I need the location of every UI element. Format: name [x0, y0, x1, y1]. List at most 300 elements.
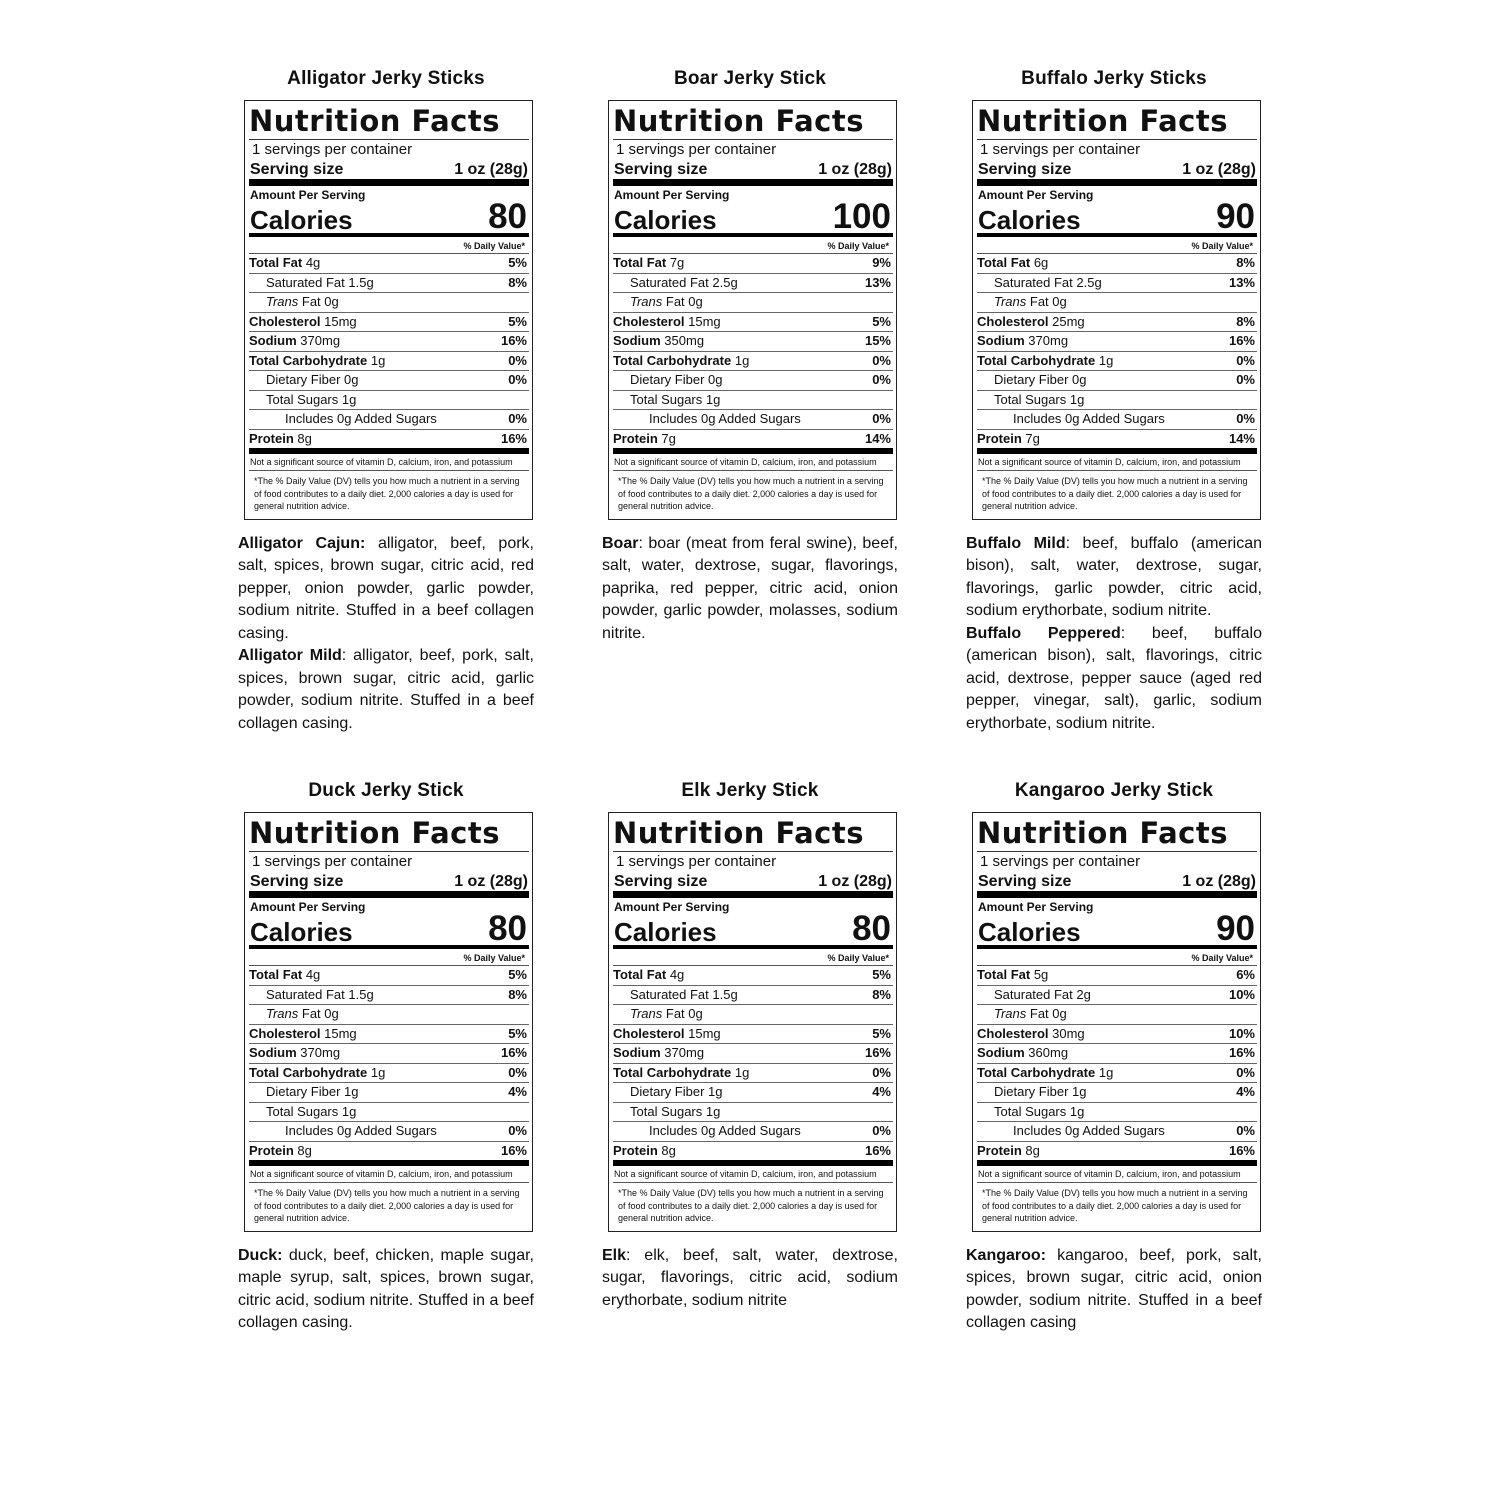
nutrient-amount: 370mg	[1028, 333, 1069, 348]
serving-size-label: Serving size	[250, 873, 344, 890]
total-fat-row	[613, 254, 893, 274]
ingredient-variant-name: Kangaroo:	[966, 1246, 1046, 1264]
nutrient-dv: 5%	[872, 967, 891, 982]
total-sugars-row	[977, 1103, 1257, 1123]
nutrient-name: Dietary Fiber	[994, 372, 1069, 387]
nutrition-label	[244, 100, 533, 520]
nutrient-amount: 1g	[341, 1103, 357, 1119]
nutrient-dv: 5%	[872, 1025, 891, 1041]
ingredient-list: : beef, buffalo (american bison), salt, flavorings, citric acid, dextrose, pepper sauce (aged red pepper, vinegar, salt), garlic, sodium erythorbate, sodium nitrite.	[966, 624, 1262, 732]
nutrient-dv: 16%	[1228, 333, 1255, 348]
protein-row	[249, 1142, 529, 1167]
nutrient-name: Includes 0g Added Sugars	[285, 1123, 437, 1138]
nutrient-amount: 30mg	[1052, 1025, 1085, 1041]
calories-label: Calories	[614, 917, 717, 947]
nutrient-amount: 15mg	[324, 313, 357, 329]
nutrient-name: Total Carbohydrate	[249, 1064, 368, 1080]
nutrient-dv: 5%	[872, 313, 891, 329]
sodium-row	[977, 1044, 1257, 1064]
nutrient-name: Total Carbohydrate	[977, 352, 1096, 368]
sodium-row	[977, 332, 1257, 352]
nutrient-name: Includes 0g Added Sugars	[649, 411, 801, 426]
cholesterol-row	[977, 1025, 1257, 1045]
nutrition-label	[972, 100, 1261, 520]
dietary-fiber-row	[977, 1083, 1257, 1103]
sodium-row	[249, 1044, 529, 1064]
nutrient-dv: 0%	[872, 1123, 891, 1138]
nutrient-amount: 8g	[661, 1142, 676, 1158]
dietary-fiber-row	[613, 371, 893, 391]
nutrient-name: Total Fat	[613, 255, 667, 270]
nutrient-name: Total Sugars	[994, 391, 1067, 407]
nutrient-amount: 1.5g	[712, 986, 738, 1002]
calories-value: 90	[1216, 197, 1255, 236]
amount-per-serving: Amount Per Serving	[614, 900, 730, 914]
nutrient-dv: 16%	[500, 1045, 527, 1060]
nutrient-dv: 0%	[508, 1123, 527, 1138]
ingredient-paragraph	[966, 533, 1262, 623]
nutrient-amount: 25mg	[1052, 313, 1085, 329]
nutrient-name: Dietary Fiber	[630, 372, 705, 387]
nutrient-name: Total Sugars	[994, 1103, 1067, 1119]
trans-label: Trans	[994, 294, 1027, 309]
amount-per-serving: Amount Per Serving	[978, 900, 1094, 914]
dietary-fiber-row	[249, 371, 529, 391]
nutrient-name: Total Fat	[977, 255, 1031, 270]
nutrient-amount: 1g	[1069, 1103, 1085, 1119]
daily-value-header: % Daily Value*	[249, 239, 529, 254]
nutrient-name: Cholesterol	[977, 313, 1049, 329]
calories-row	[249, 197, 529, 237]
trans-amount: Fat 0g	[665, 1006, 703, 1021]
nutrient-dv: 4%	[1236, 1084, 1255, 1099]
nutrient-name: Total Carbohydrate	[977, 1064, 1096, 1080]
nutrient-amount: 1.5g	[348, 986, 374, 1002]
nutrient-name: Sodium	[613, 1045, 661, 1060]
product-panel	[602, 68, 898, 645]
product-title: Elk Jerky Stick	[681, 780, 819, 801]
nutrient-name: Total Fat	[613, 967, 667, 982]
nutrient-amount: 370mg	[664, 1045, 705, 1060]
nutrient-name: Sodium	[977, 1045, 1025, 1060]
nutrient-dv: 0%	[1236, 352, 1255, 368]
nutrient-dv: 0%	[1236, 372, 1255, 387]
nutrient-name: Total Sugars	[630, 391, 703, 407]
serving-size-label: Serving size	[250, 161, 344, 178]
calories-value: 100	[832, 197, 891, 236]
nutrient-name: Total Carbohydrate	[613, 1064, 732, 1080]
nutrient-name: Protein	[977, 1142, 1022, 1158]
total-sugars-row	[613, 1103, 893, 1123]
nutrient-amount: 1g	[344, 1084, 359, 1099]
amount-per-serving: Amount Per Serving	[978, 188, 1094, 202]
ingredient-variant-name: Buffalo Mild	[966, 534, 1066, 552]
daily-value-footnote: *The % Daily Value (DV) tells you how much a nutrient in a serving of food contributes to a daily diet. 2,000 calories a day is used for general nutrition advice.	[618, 476, 884, 511]
nutrient-dv: 13%	[864, 274, 891, 290]
amount-per-serving: Amount Per Serving	[250, 188, 366, 202]
nutrient-amount: 1g	[734, 352, 750, 368]
nutrient-name: Saturated Fat	[994, 274, 1073, 290]
cholesterol-row	[249, 1025, 529, 1045]
nutrition-label	[608, 100, 897, 520]
ingredient-paragraph	[238, 533, 534, 646]
vitamin-note: Not a significant source of vitamin D, calcium, iron, and potassium	[613, 1166, 893, 1183]
total-fat-row	[977, 966, 1257, 986]
servings-per-container: 1 servings per container	[977, 139, 1257, 160]
nutrient-name: Total Carbohydrate	[249, 352, 368, 368]
nutrition-facts-heading: Nutrition Facts	[249, 104, 500, 138]
total-fat-row	[249, 254, 529, 274]
nutrient-name: Saturated Fat	[266, 274, 345, 290]
trans-fat-row	[249, 1005, 529, 1025]
total-carbohydrate-row	[613, 352, 893, 372]
saturated-fat-row	[249, 986, 529, 1006]
product-panel	[602, 780, 898, 1312]
cholesterol-row	[249, 313, 529, 333]
nutrient-dv: 0%	[508, 352, 527, 368]
calories-label: Calories	[250, 917, 353, 947]
nutrient-name: Protein	[613, 430, 658, 446]
calories-row	[249, 909, 529, 949]
serving-size-label: Serving size	[978, 873, 1072, 890]
servings-per-container: 1 servings per container	[613, 139, 893, 160]
nutrient-dv: 0%	[1236, 1064, 1255, 1080]
nutrient-dv: 10%	[1228, 986, 1255, 1002]
ingredient-variant-name: Buffalo Peppered	[966, 624, 1121, 642]
nutrient-amount: 15mg	[688, 313, 721, 329]
nutrient-name: Total Fat	[249, 255, 303, 270]
nutrient-dv: 15%	[864, 333, 891, 348]
amount-per-serving: Amount Per Serving	[614, 188, 730, 202]
ingredient-variant-name: Elk	[602, 1246, 627, 1264]
total-carbohydrate-row	[977, 352, 1257, 372]
total-sugars-row	[613, 391, 893, 411]
servings-per-container: 1 servings per container	[977, 851, 1257, 872]
vitamin-note: Not a significant source of vitamin D, calcium, iron, and potassium	[977, 454, 1257, 471]
nutrient-dv: 8%	[1236, 313, 1255, 329]
saturated-fat-row	[977, 986, 1257, 1006]
nutrient-name: Sodium	[977, 333, 1025, 348]
trans-fat-row	[613, 1005, 893, 1025]
calories-row	[613, 197, 893, 237]
nutrient-name: Cholesterol	[613, 1025, 685, 1041]
ingredient-list: : elk, beef, salt, water, dextrose, sugar, flavorings, citric acid, sodium erythorbate, sodium nitrite	[602, 1246, 898, 1309]
nutrient-dv: 5%	[508, 1025, 527, 1041]
daily-value-footnote: *The % Daily Value (DV) tells you how much a nutrient in a serving of food contributes to a daily diet. 2,000 calories a day is used for general nutrition advice.	[618, 1188, 884, 1223]
daily-value-header: % Daily Value*	[613, 239, 893, 254]
nutrient-amount: 2.5g	[712, 274, 738, 290]
nutrition-label	[608, 812, 897, 1232]
nutrient-dv: 0%	[1236, 1123, 1255, 1138]
added-sugars-row	[977, 1122, 1257, 1142]
nutrient-amount: 1g	[370, 352, 386, 368]
total-carbohydrate-row	[613, 1064, 893, 1084]
nutrient-dv: 16%	[864, 1045, 891, 1060]
ingredient-paragraph	[966, 623, 1262, 736]
nutrient-amount: 15mg	[324, 1025, 357, 1041]
nutrient-name: Includes 0g Added Sugars	[285, 411, 437, 426]
nutrient-amount: 1g	[1098, 352, 1114, 368]
nutrient-name: Sodium	[613, 333, 661, 348]
nutrient-dv: 5%	[508, 255, 527, 270]
ingredients	[966, 1245, 1262, 1335]
nutrition-facts-heading: Nutrition Facts	[977, 104, 1228, 138]
nutrient-amount: 0g	[708, 372, 723, 387]
nutrient-name: Saturated Fat	[994, 986, 1073, 1002]
added-sugars-row	[613, 410, 893, 430]
nutrient-amount: 1.5g	[348, 274, 374, 290]
nutrient-dv: 8%	[508, 986, 527, 1002]
nutrient-name: Protein	[613, 1142, 658, 1158]
daily-value-footnote: *The % Daily Value (DV) tells you how much a nutrient in a serving of food contributes to a daily diet. 2,000 calories a day is used for general nutrition advice.	[982, 476, 1248, 511]
nutrient-dv: 8%	[508, 274, 527, 290]
nutrient-name: Saturated Fat	[266, 986, 345, 1002]
nutrient-name: Cholesterol	[613, 313, 685, 329]
nutrient-amount: 1g	[705, 391, 721, 407]
cholesterol-row	[613, 1025, 893, 1045]
added-sugars-row	[249, 1122, 529, 1142]
nutrient-dv: 5%	[508, 967, 527, 982]
protein-row	[249, 430, 529, 455]
nutrient-name: Saturated Fat	[630, 274, 709, 290]
daily-value-footnote: *The % Daily Value (DV) tells you how much a nutrient in a serving of food contributes to a daily diet. 2,000 calories a day is used for general nutrition advice.	[254, 476, 520, 511]
ingredients	[602, 533, 898, 646]
nutrient-dv: 0%	[508, 372, 527, 387]
nutrient-name: Protein	[977, 430, 1022, 446]
ingredient-list: duck, beef, chicken, maple sugar, maple syrup, salt, spices, brown sugar, citric acid, sodium nitrite. Stuffed in a beef collagen casing.	[238, 1246, 534, 1331]
nutrient-dv: 8%	[872, 986, 891, 1002]
nutrient-dv: 16%	[864, 1142, 891, 1158]
nutrient-amount: 7g	[661, 430, 676, 446]
total-carbohydrate-row	[249, 352, 529, 372]
nutrient-dv: 0%	[872, 352, 891, 368]
nutrient-amount: 4g	[305, 255, 321, 270]
cholesterol-row	[977, 313, 1257, 333]
nutrient-dv: 4%	[872, 1084, 891, 1099]
ingredient-paragraph	[238, 1245, 534, 1335]
nutrient-amount: 1g	[341, 391, 357, 407]
ingredient-paragraph	[238, 645, 534, 735]
ingredients	[238, 1245, 534, 1335]
calories-value: 80	[852, 909, 891, 948]
calories-label: Calories	[978, 917, 1081, 947]
trans-amount: Fat 0g	[301, 294, 339, 309]
nutrient-dv: 0%	[508, 1064, 527, 1080]
servings-per-container: 1 servings per container	[613, 851, 893, 872]
nutrient-name: Total Sugars	[266, 391, 339, 407]
product-title: Alligator Jerky Sticks	[287, 68, 485, 89]
product-panel	[238, 68, 534, 735]
product-title: Buffalo Jerky Sticks	[1021, 68, 1207, 89]
nutrition-label	[244, 812, 533, 1232]
calories-row	[977, 909, 1257, 949]
nutrient-amount: 15mg	[688, 1025, 721, 1041]
added-sugars-row	[613, 1122, 893, 1142]
trans-fat-row	[977, 293, 1257, 313]
nutrient-dv: 0%	[872, 372, 891, 387]
nutrient-name: Total Sugars	[266, 1103, 339, 1119]
nutrient-amount: 1g	[708, 1084, 723, 1099]
nutrient-dv: 9%	[872, 255, 891, 270]
nutrient-amount: 1g	[734, 1064, 750, 1080]
nutrient-name: Protein	[249, 1142, 294, 1158]
servings-per-container: 1 servings per container	[249, 139, 529, 160]
product-panel	[966, 68, 1262, 735]
nutrient-name: Total Carbohydrate	[613, 352, 732, 368]
ingredients	[966, 533, 1262, 736]
trans-fat-row	[249, 293, 529, 313]
daily-value-header: % Daily Value*	[249, 951, 529, 966]
added-sugars-row	[977, 410, 1257, 430]
trans-amount: Fat 0g	[301, 1006, 339, 1021]
nutrient-dv: 14%	[1228, 430, 1255, 446]
nutrient-amount: 1g	[1069, 391, 1085, 407]
ingredient-list: alligator, beef, pork, salt, spices, brown sugar, citric acid, red pepper, onion powder, garlic powder, sodium nitrite. Stuffed in a beef collagen casing.	[238, 534, 534, 642]
ingredient-list: : alligator, beef, pork, salt, spices, brown sugar, citric acid, garlic powder, sodium nitrite. Stuffed in a beef collagen casing.	[238, 647, 534, 732]
total-fat-row	[977, 254, 1257, 274]
trans-label: Trans	[630, 294, 663, 309]
protein-row	[977, 1142, 1257, 1167]
calories-value: 90	[1216, 909, 1255, 948]
serving-size-label: Serving size	[614, 161, 708, 178]
serving-size-row	[977, 160, 1257, 186]
saturated-fat-row	[613, 986, 893, 1006]
serving-size-value: 1 oz (28g)	[818, 873, 892, 890]
ingredient-list: : beef, buffalo (american bison), salt, water, dextrose, sugar, flavorings, garlic powder, citric acid, sodium erythorbate, sodium nitrite.	[966, 534, 1262, 619]
calories-value: 80	[488, 909, 527, 948]
nutrient-name: Cholesterol	[977, 1025, 1049, 1041]
sodium-row	[613, 1044, 893, 1064]
protein-row	[613, 430, 893, 455]
nutrient-name: Sodium	[249, 333, 297, 348]
nutrient-name: Total Fat	[249, 967, 303, 982]
nutrient-amount: 1g	[705, 1103, 721, 1119]
nutrient-amount: 7g	[1025, 430, 1040, 446]
serving-size-row	[613, 160, 893, 186]
calories-label: Calories	[250, 205, 353, 235]
total-fat-row	[249, 966, 529, 986]
nutrient-amount: 350mg	[664, 333, 705, 348]
serving-size-label: Serving size	[978, 161, 1072, 178]
protein-row	[977, 430, 1257, 455]
nutrient-dv: 16%	[500, 430, 527, 446]
nutrient-dv: 16%	[1228, 1045, 1255, 1060]
daily-value-header: % Daily Value*	[613, 951, 893, 966]
saturated-fat-row	[613, 274, 893, 294]
nutrient-name: Includes 0g Added Sugars	[1013, 411, 1165, 426]
nutrient-name: Total Sugars	[630, 1103, 703, 1119]
dietary-fiber-row	[613, 1083, 893, 1103]
nutrient-name: Dietary Fiber	[266, 1084, 341, 1099]
nutrition-facts-heading: Nutrition Facts	[249, 816, 500, 850]
serving-size-row	[977, 872, 1257, 898]
serving-size-row	[613, 872, 893, 898]
nutrient-name: Total Fat	[977, 967, 1031, 982]
calories-row	[977, 197, 1257, 237]
nutrient-dv: 0%	[1236, 411, 1255, 426]
trans-label: Trans	[994, 1006, 1027, 1021]
ingredient-list: : boar (meat from feral swine), beef, salt, water, dextrose, sugar, flavorings, paprika, red pepper, citric acid, onion powder, garlic powder, molasses, sodium nitrite.	[602, 534, 898, 642]
total-sugars-row	[249, 1103, 529, 1123]
added-sugars-row	[249, 410, 529, 430]
nutrient-name: Dietary Fiber	[630, 1084, 705, 1099]
nutrient-name: Includes 0g Added Sugars	[649, 1123, 801, 1138]
nutrient-amount: 8g	[297, 430, 312, 446]
nutrient-amount: 1g	[370, 1064, 386, 1080]
calories-label: Calories	[978, 205, 1081, 235]
nutrient-dv: 4%	[508, 1084, 527, 1099]
amount-per-serving: Amount Per Serving	[250, 900, 366, 914]
daily-value-footnote: *The % Daily Value (DV) tells you how much a nutrient in a serving of food contributes to a daily diet. 2,000 calories a day is used for general nutrition advice.	[254, 1188, 520, 1223]
trans-fat-row	[977, 1005, 1257, 1025]
nutrient-dv: 0%	[872, 411, 891, 426]
nutrient-amount: 2g	[1076, 986, 1091, 1002]
nutrient-dv: 0%	[508, 411, 527, 426]
sodium-row	[249, 332, 529, 352]
nutrient-amount: 0g	[344, 372, 359, 387]
nutrient-dv: 6%	[1236, 967, 1255, 982]
trans-amount: Fat 0g	[665, 294, 703, 309]
nutrient-amount: 8g	[1025, 1142, 1040, 1158]
nutrient-dv: 14%	[864, 430, 891, 446]
nutrient-amount: 1g	[1072, 1084, 1087, 1099]
nutrient-amount: 2.5g	[1076, 274, 1102, 290]
cholesterol-row	[613, 313, 893, 333]
nutrient-amount: 0g	[1072, 372, 1087, 387]
nutrient-amount: 370mg	[300, 333, 341, 348]
dietary-fiber-row	[977, 371, 1257, 391]
total-sugars-row	[249, 391, 529, 411]
serving-size-row	[249, 160, 529, 186]
nutrient-name: Sodium	[249, 1045, 297, 1060]
nutrient-name: Dietary Fiber	[994, 1084, 1069, 1099]
product-title: Duck Jerky Stick	[308, 780, 464, 801]
calories-row	[613, 909, 893, 949]
total-carbohydrate-row	[977, 1064, 1257, 1084]
ingredient-variant-name: Alligator Mild	[238, 647, 342, 664]
ingredients	[238, 533, 534, 736]
nutrient-amount: 4g	[305, 967, 321, 982]
product-title: Kangaroo Jerky Stick	[1014, 780, 1214, 801]
total-sugars-row	[977, 391, 1257, 411]
serving-size-row	[249, 872, 529, 898]
daily-value-footnote: *The % Daily Value (DV) tells you how much a nutrient in a serving of food contributes to a daily diet. 2,000 calories a day is used for general nutrition advice.	[982, 1188, 1248, 1223]
daily-value-header: % Daily Value*	[977, 951, 1257, 966]
product-panel	[966, 780, 1262, 1335]
calories-label: Calories	[614, 205, 717, 235]
protein-row	[613, 1142, 893, 1167]
trans-label: Trans	[266, 294, 299, 309]
nutrient-amount: 360mg	[1028, 1045, 1069, 1060]
ingredient-paragraph	[602, 1245, 898, 1313]
nutrient-dv: 5%	[508, 313, 527, 329]
ingredient-paragraph	[966, 1245, 1262, 1335]
nutrient-amount: 1g	[1098, 1064, 1114, 1080]
ingredient-variant-name: Alligator Cajun:	[238, 534, 366, 552]
nutrient-amount: 7g	[669, 255, 685, 270]
dietary-fiber-row	[249, 1083, 529, 1103]
nutrient-amount: 370mg	[300, 1045, 341, 1060]
nutrition-facts-heading: Nutrition Facts	[613, 104, 864, 138]
serving-size-value: 1 oz (28g)	[1182, 873, 1256, 890]
nutrient-name: Includes 0g Added Sugars	[1013, 1123, 1165, 1138]
trans-amount: Fat 0g	[1029, 294, 1067, 309]
nutrient-dv: 13%	[1228, 274, 1255, 290]
ingredient-variant-name: Boar	[602, 534, 639, 552]
trans-label: Trans	[630, 1006, 663, 1021]
trans-fat-row	[613, 293, 893, 313]
nutrient-name: Dietary Fiber	[266, 372, 341, 387]
